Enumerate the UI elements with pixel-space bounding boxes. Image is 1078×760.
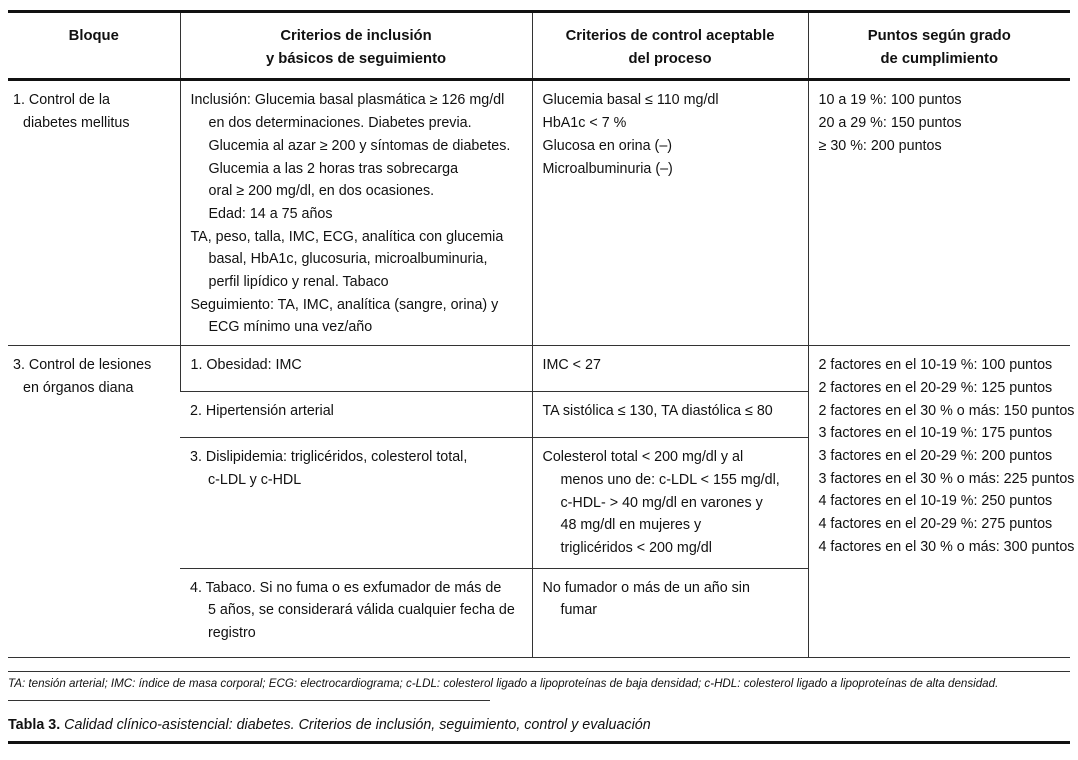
- puntos-line: 4 factores en el 10-19 %: 250 puntos: [818, 493, 1053, 510]
- criteria-table: [8, 10, 1075, 658]
- cell-criterio-tabaco: [180, 568, 532, 657]
- cell-criterio-dislipidemia: [180, 438, 532, 569]
- header-row: [8, 12, 1070, 80]
- header-control-line-1: Criterios de control aceptable: [565, 28, 775, 44]
- cell-criterio-obesidad: [180, 346, 532, 392]
- control-line: IMC < 27: [542, 357, 601, 374]
- bottom-rule: [8, 741, 1070, 744]
- header-bloque: [8, 12, 180, 80]
- inclusion-line: Inclusión: Glucemia basal plasmática ≥ 126 mg/dl: [190, 92, 505, 109]
- inclusion-line: TA, peso, talla, IMC, ECG, analítica con glucemia: [190, 228, 504, 245]
- header-inclusion: [180, 12, 532, 80]
- puntos-line: 2 factores en el 20-29 %: 125 puntos: [818, 379, 1053, 396]
- inclusion-line: Edad: 14 a 75 años: [208, 205, 333, 222]
- control-line: triglicéridos < 200 mg/dl: [560, 539, 712, 556]
- cell-bloque-3: [8, 346, 180, 658]
- header-control-line-2: del proceso: [628, 50, 712, 67]
- puntos-line: ≥ 30 %: 200 puntos: [818, 137, 942, 154]
- table-container: [8, 10, 1075, 658]
- footnote-text: TA: tensión arterial; IMC: índice de masa corporal; ECG: electrocardiograma; c-LDL: colesterol ligado a lipoproteínas de baja densidad; c-HDL: colesterol ligado a lipoproteínas de alta densidad.: [8, 677, 999, 690]
- caption-separator: [8, 700, 490, 701]
- row-lesiones-obesidad: [8, 346, 1070, 392]
- row-control-diabetes: [8, 80, 1070, 346]
- control-line: fumar: [560, 602, 598, 619]
- bloque-1-line: 1. Control de la: [13, 92, 110, 109]
- inclusion-line: basal, HbA1c, glucosuria, microalbuminuria,: [208, 251, 488, 268]
- inclusion-line: Glucemia al azar ≥ 200 y síntomas de diabetes.: [208, 137, 511, 154]
- inclusion-line: Seguimiento: TA, IMC, analítica (sangre, orina) y: [190, 296, 499, 313]
- header-puntos: [808, 12, 1070, 80]
- table-footnote: [8, 671, 1070, 693]
- control-line: TA sistólica ≤ 130, TA diastólica ≤ 80: [542, 403, 773, 420]
- control-line: No fumador o más de un año sin: [542, 579, 750, 596]
- puntos-line: 10 a 19 %: 100 puntos: [818, 92, 962, 109]
- criterio-line: 1. Obesidad: IMC: [190, 357, 302, 374]
- header-puntos-line-1: Puntos según grado: [867, 28, 1011, 44]
- inclusion-line: en dos determinaciones. Diabetes previa.: [208, 115, 472, 132]
- bloque-3-line: 3. Control de lesiones: [13, 357, 152, 374]
- control-line: Colesterol total < 200 mg/dl y al: [542, 449, 744, 466]
- puntos-line: 3 factores en el 30 % o más: 225 puntos: [818, 470, 1075, 487]
- puntos-line: 3 factores en el 20-29 %: 200 puntos: [818, 447, 1053, 464]
- criterio-line: registro: [208, 625, 256, 642]
- header-puntos-line-2: de cumplimiento: [880, 50, 999, 67]
- cell-control-obesidad: [532, 346, 808, 392]
- criterio-line: 3. Dislipidemia: triglicéridos, colesterol total,: [190, 449, 468, 466]
- bloque-1-line: diabetes mellitus: [23, 115, 130, 132]
- cell-puntos-3: [808, 346, 1075, 658]
- control-line: menos uno de: c-LDL < 155 mg/dl,: [560, 471, 780, 488]
- puntos-line: 4 factores en el 30 % o más: 300 puntos: [818, 538, 1075, 555]
- puntos-line: 3 factores en el 10-19 %: 175 puntos: [818, 425, 1053, 442]
- criterio-line: c-LDL y c-HDL: [208, 471, 302, 488]
- cell-control-tabaco: [532, 568, 808, 657]
- control-line: HbA1c < 7 %: [542, 115, 627, 132]
- criterio-line: 2. Hipertensión arterial: [190, 403, 334, 420]
- caption-text: Calidad clínico-asistencial: diabetes. Criterios de inclusión, seguimiento, control y evaluación: [64, 717, 651, 733]
- inclusion-line: oral ≥ 200 mg/dl, en dos ocasiones.: [208, 183, 435, 200]
- bloque-3-line: en órganos diana: [23, 379, 134, 396]
- cell-bloque-1: [8, 80, 180, 346]
- caption-label: Tabla 3.: [8, 717, 61, 733]
- control-line: Glucemia basal ≤ 110 mg/dl: [542, 92, 719, 109]
- cell-control-hipertension: [532, 392, 808, 438]
- control-line: c-HDL- > 40 mg/dl en varones y: [560, 494, 763, 511]
- header-inclusion-line-1: Criterios de inclusión: [280, 28, 432, 44]
- control-line: Glucosa en orina (–): [542, 137, 673, 154]
- cell-control-dislipidemia: [532, 438, 808, 569]
- cell-control-1: [532, 80, 808, 346]
- puntos-line: 4 factores en el 20-29 %: 275 puntos: [818, 516, 1053, 533]
- criterio-line: 4. Tabaco. Si no fuma o es exfumador de más de: [190, 579, 502, 596]
- puntos-line: 2 factores en el 30 % o más: 150 puntos: [818, 402, 1075, 419]
- inclusion-line: Glucemia a las 2 horas tras sobrecarga: [208, 160, 459, 177]
- inclusion-line: perfil lipídico y renal. Tabaco: [208, 274, 389, 291]
- cell-criterio-hipertension: [180, 392, 532, 438]
- table-caption: [8, 715, 1070, 735]
- inclusion-line: ECG mínimo una vez/año: [208, 319, 373, 336]
- control-line: Microalbuminuria (–): [542, 160, 673, 177]
- cell-inclusion-1: [180, 80, 532, 346]
- puntos-line: 2 factores en el 10-19 %: 100 puntos: [818, 357, 1053, 374]
- criterio-line: 5 años, se considerará válida cualquier fecha de: [208, 602, 515, 619]
- control-line: 48 mg/dl en mujeres y: [560, 517, 702, 534]
- header-control: [532, 12, 808, 80]
- header-inclusion-line-2: y básicos de seguimiento: [265, 50, 447, 67]
- puntos-line: 20 a 29 %: 150 puntos: [818, 115, 962, 132]
- header-bloque-label: Bloque: [68, 28, 119, 44]
- cell-puntos-1: [808, 80, 1070, 346]
